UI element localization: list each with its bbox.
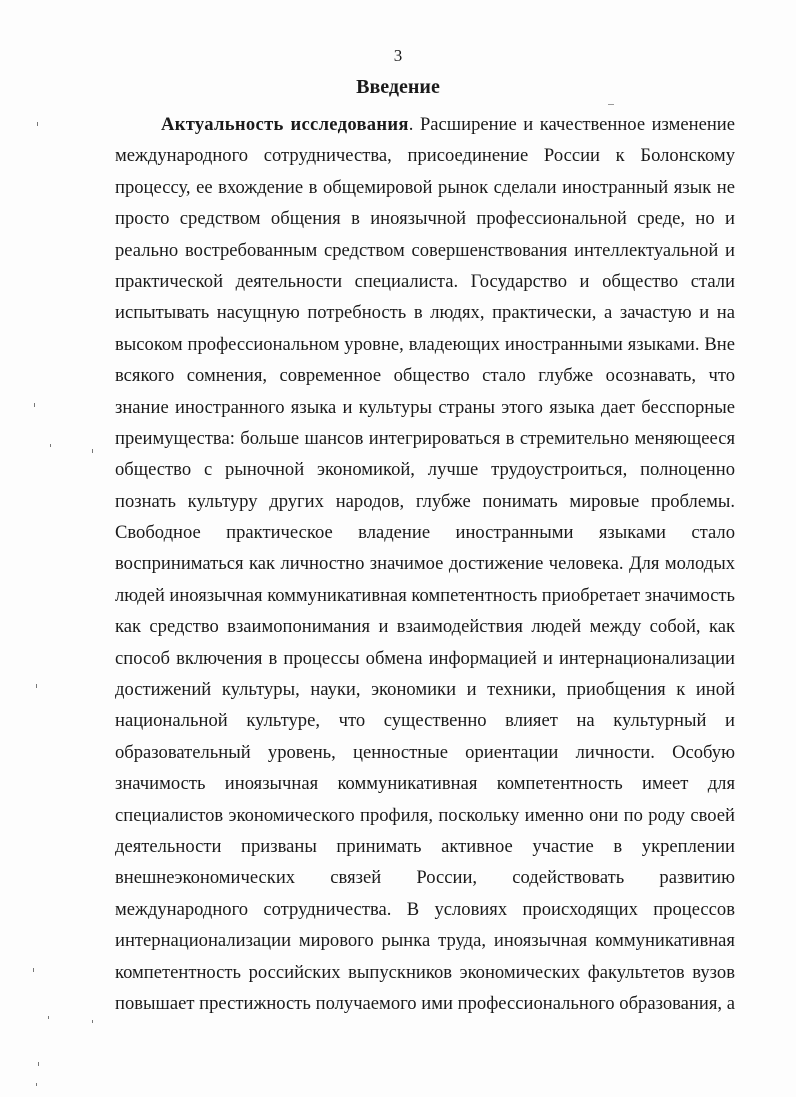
scan-speck [37, 122, 38, 126]
body-paragraph [115, 109, 735, 1019]
text-line: знание иностранного языка и культуры страны этого языка дает бесспорные [115, 396, 735, 418]
section-heading: Введение [356, 76, 440, 98]
scan-speck [36, 684, 37, 688]
text-line: процессу, ее вхождение в общемировой рынок сделали иностранный язык не [115, 176, 735, 198]
text-line: людей иноязычная коммуникативная компетентность приобретает значимость [115, 584, 735, 606]
text-line: компетентность российских выпускников экономических факультетов вузов [115, 961, 735, 983]
page-number: 3 [393, 46, 403, 65]
text-line: просто средством общения в иноязычной профессиональной среде, но и [115, 208, 735, 230]
text-line: национальной культуре, что существенно влияет на культурный и [115, 710, 735, 732]
text-line: повышает престижность получаемого ими профессионального образования, а [115, 992, 735, 1014]
text-line: специалистов экономического профиля, поскольку именно они по роду своей [115, 804, 735, 826]
scan-speck [38, 1062, 39, 1066]
text-line: общество с рыночной экономикой, лучше трудоустроиться, полноценно [115, 459, 735, 481]
text-line: высоком профессиональном уровне, владеющих иностранными языками. Вне [115, 333, 735, 355]
scan-speck [48, 1016, 49, 1019]
text-line [115, 109, 735, 140]
text-line: преимущества: больше шансов интегрироваться в стремительно меняющееся [115, 427, 735, 449]
text-line: значимость иноязычная коммуникативная компетентность имеет для [115, 773, 735, 795]
text-line: познать культуру других народов, глубже понимать мировые проблемы. [115, 490, 735, 512]
scan-speck [36, 1083, 37, 1086]
lead-bold-phrase: Актуальность исследования [161, 114, 409, 135]
text-line: Свободное практическое владение иностранными языками стало [115, 522, 735, 544]
text-line: образовательный уровень, ценностные ориентации личности. Особую [115, 741, 735, 763]
scan-speck [92, 1020, 93, 1023]
text-line: внешнеэкономических связей России, содействовать развитию [115, 867, 735, 889]
scan-speck [608, 104, 614, 105]
text-line: практической деятельности специалиста. Государство и общество стали [115, 270, 735, 292]
text-line-rest: . Расширение и качественное изменение [408, 114, 735, 135]
scan-speck [50, 444, 51, 447]
text-line: испытывать насущную потребность в людях, практически, а зачастую и на [115, 302, 735, 324]
text-line: международного сотрудничества, присоединение России к Болонскому [115, 145, 735, 167]
text-line: достижений культуры, науки, экономики и техники, приобщения к иной [115, 679, 735, 701]
text-line: интернационализации мирового рынка труда, иноязычная коммуникативная [115, 930, 735, 952]
text-line: всякого сомнения, современное общество стало глубже осознавать, что [115, 365, 735, 387]
scan-speck [34, 403, 35, 407]
text-line: как средство взаимопонимания и взаимодействия людей между собой, как [115, 616, 735, 638]
text-line: реально востребованным средством совершенствования интеллектуальной и [115, 239, 735, 261]
scan-speck [92, 449, 93, 453]
text-line: способ включения в процессы обмена информацией и интернационализации [115, 647, 735, 669]
text-line: восприниматься как личностно значимое достижение человека. Для молодых [115, 553, 735, 575]
scan-speck [33, 968, 34, 972]
text-line: деятельности призваны принимать активное участие в укреплении [115, 835, 735, 857]
text-line: международного сотрудничества. В условиях происходящих процессов [115, 898, 735, 920]
